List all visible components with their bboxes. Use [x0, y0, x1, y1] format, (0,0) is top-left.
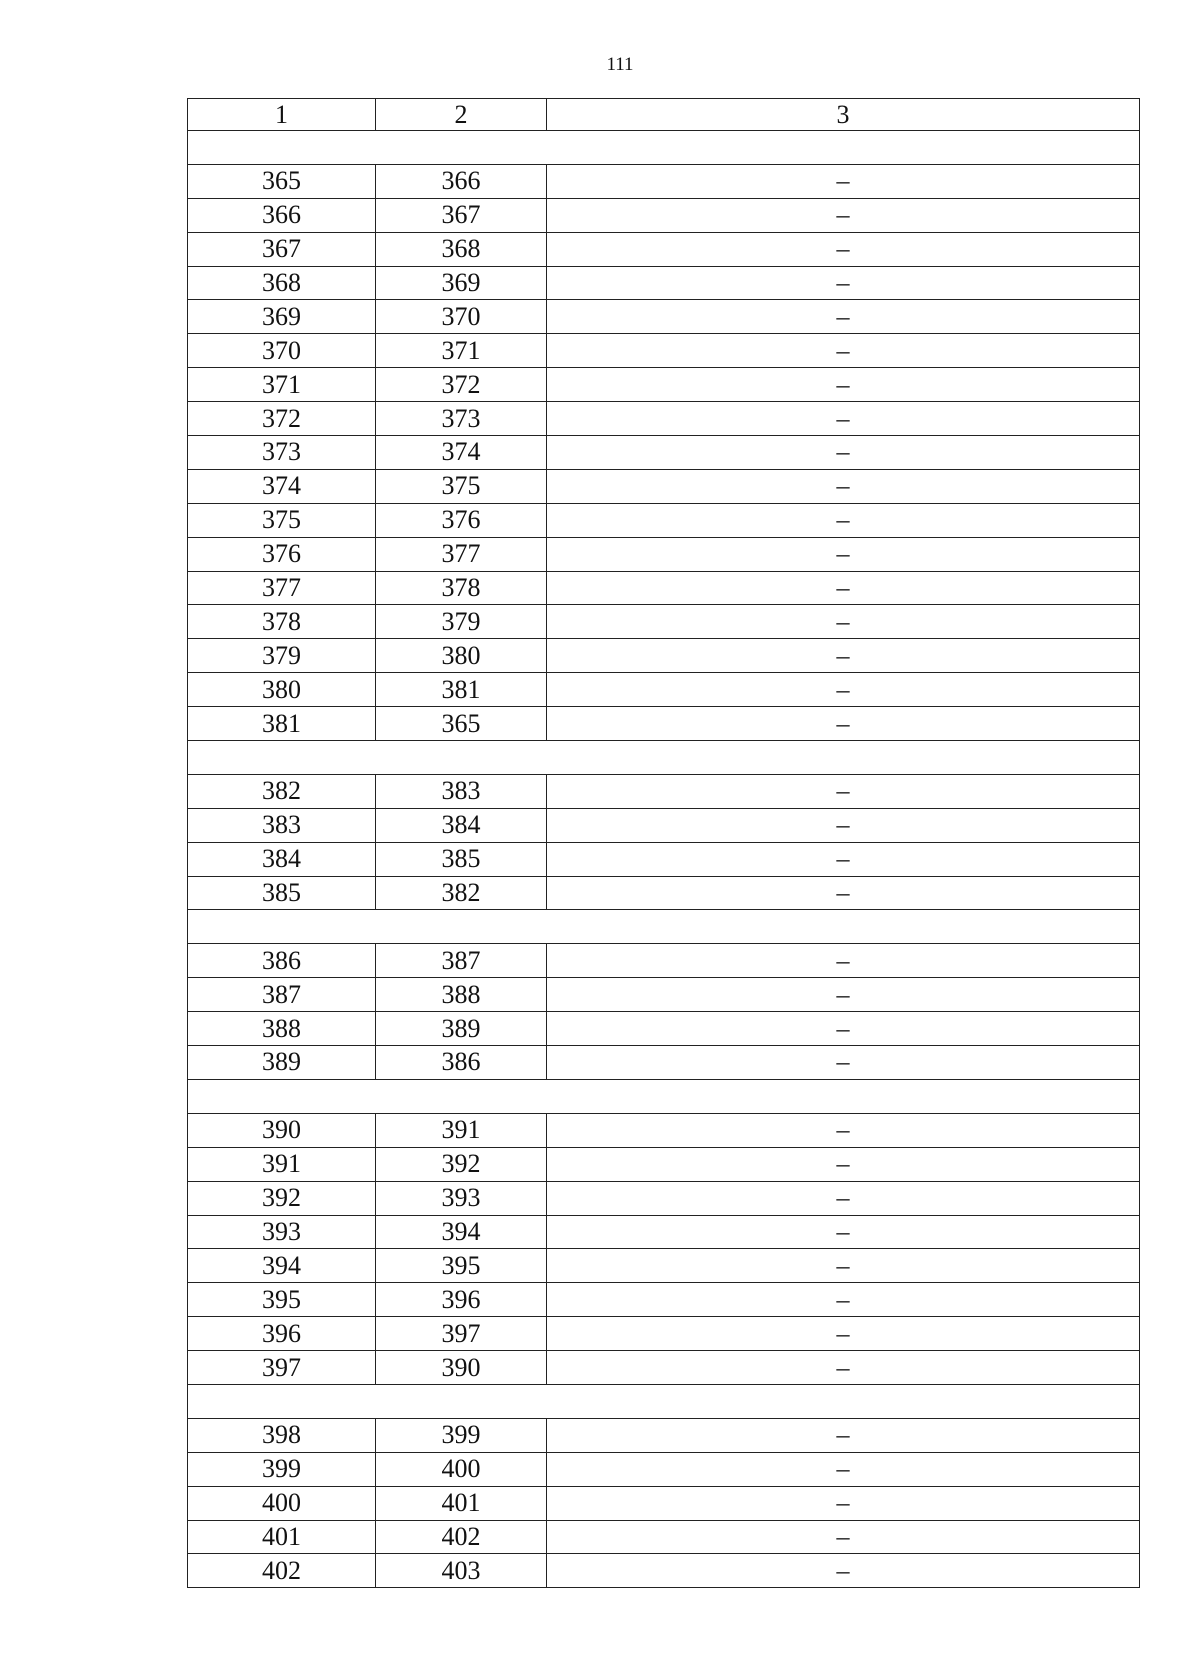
table-cell-col-3: –	[547, 639, 1140, 673]
table-cell-col-2: 390	[376, 1351, 547, 1385]
table-cell-col-3: –	[547, 1418, 1140, 1452]
table-row	[188, 1554, 1140, 1588]
table-cell-col-2: 373	[376, 402, 547, 436]
column-header-1: 1	[188, 99, 376, 131]
table-cell-col-1: 397	[188, 1351, 376, 1385]
page-number: 111	[606, 54, 634, 75]
table-cell-col-1: 380	[188, 673, 376, 707]
section-separator-cell	[188, 1384, 1140, 1418]
table-cell-col-2: 374	[376, 436, 547, 470]
table-cell-col-2: 378	[376, 571, 547, 605]
table-row	[188, 1317, 1140, 1351]
table-cell-col-1: 393	[188, 1215, 376, 1249]
table-cell-col-1: 394	[188, 1249, 376, 1283]
table-cell-col-3: –	[547, 774, 1140, 808]
table-row	[188, 842, 1140, 876]
table-cell-col-1: 373	[188, 436, 376, 470]
table-cell-col-3: –	[547, 673, 1140, 707]
table-cell-col-2: 369	[376, 266, 547, 300]
table-row	[188, 402, 1140, 436]
table-cell-col-1: 386	[188, 944, 376, 978]
table-cell-col-2: 370	[376, 300, 547, 334]
table-cell-col-1: 392	[188, 1181, 376, 1215]
table-cell-col-1: 396	[188, 1317, 376, 1351]
table-cell-col-2: 403	[376, 1554, 547, 1588]
table-cell-col-1: 381	[188, 707, 376, 741]
table-cell-col-1: 399	[188, 1452, 376, 1486]
table-cell-col-3: –	[547, 436, 1140, 470]
table-cell-col-2: 384	[376, 808, 547, 842]
section-separator-row	[188, 1079, 1140, 1113]
table-cell-col-3: –	[547, 1317, 1140, 1351]
table-cell-col-2: 377	[376, 537, 547, 571]
table-row	[188, 368, 1140, 402]
table-cell-col-3: –	[547, 469, 1140, 503]
section-separator-cell	[188, 741, 1140, 775]
table-cell-col-1: 371	[188, 368, 376, 402]
table-row	[188, 198, 1140, 232]
table-cell-col-3: –	[547, 1554, 1140, 1588]
table-cell-col-2: 395	[376, 1249, 547, 1283]
table-cell-col-2: 381	[376, 673, 547, 707]
table-cell-col-3: –	[547, 1283, 1140, 1317]
section-separator-row	[188, 131, 1140, 165]
table-cell-col-3: –	[547, 1181, 1140, 1215]
table-row	[188, 232, 1140, 266]
column-header-3: 3	[547, 99, 1140, 131]
table-cell-col-2: 391	[376, 1113, 547, 1147]
section-separator-cell	[188, 910, 1140, 944]
table-cell-col-2: 396	[376, 1283, 547, 1317]
table-cell-col-2: 394	[376, 1215, 547, 1249]
section-separator-cell	[188, 131, 1140, 165]
header-row	[188, 99, 1140, 131]
table-cell-col-3: –	[547, 198, 1140, 232]
table-row	[188, 639, 1140, 673]
table-cell-col-3: –	[547, 571, 1140, 605]
table-cell-col-2: 397	[376, 1317, 547, 1351]
section-separator-row	[188, 741, 1140, 775]
table-row	[188, 808, 1140, 842]
table-cell-col-3: –	[547, 605, 1140, 639]
table-cell-col-3: –	[547, 978, 1140, 1012]
table-cell-col-2: 366	[376, 164, 547, 198]
table-cell-col-2: 375	[376, 469, 547, 503]
table-cell-col-1: 401	[188, 1520, 376, 1554]
table-cell-col-2: 379	[376, 605, 547, 639]
table-row	[188, 571, 1140, 605]
table-row	[188, 774, 1140, 808]
table-cell-col-1: 388	[188, 1012, 376, 1046]
section-separator-row	[188, 1384, 1140, 1418]
table-cell-col-1: 378	[188, 605, 376, 639]
table-row	[188, 1452, 1140, 1486]
table-cell-col-3: –	[547, 300, 1140, 334]
table-row	[188, 1181, 1140, 1215]
table-cell-col-2: 382	[376, 876, 547, 910]
table-cell-col-1: 395	[188, 1283, 376, 1317]
table-cell-col-2: 402	[376, 1520, 547, 1554]
table-cell-col-2: 385	[376, 842, 547, 876]
table-cell-col-3: –	[547, 1113, 1140, 1147]
table-row	[188, 876, 1140, 910]
table-row	[188, 1283, 1140, 1317]
table-cell-col-2: 367	[376, 198, 547, 232]
table-cell-col-1: 370	[188, 334, 376, 368]
table-cell-col-1: 372	[188, 402, 376, 436]
table-cell-col-1: 387	[188, 978, 376, 1012]
column-header-2: 2	[376, 99, 547, 131]
table-cell-col-3: –	[547, 1351, 1140, 1385]
table-row	[188, 1249, 1140, 1283]
table-row	[188, 1215, 1140, 1249]
table-cell-col-2: 393	[376, 1181, 547, 1215]
table-row	[188, 944, 1140, 978]
table-cell-col-2: 400	[376, 1452, 547, 1486]
table-cell-col-2: 387	[376, 944, 547, 978]
table-cell-col-3: –	[547, 1147, 1140, 1181]
table-cell-col-1: 382	[188, 774, 376, 808]
table-cell-col-1: 400	[188, 1486, 376, 1520]
table-cell-col-1: 383	[188, 808, 376, 842]
table-cell-col-3: –	[547, 368, 1140, 402]
table-row	[188, 266, 1140, 300]
table-cell-col-3: –	[547, 1452, 1140, 1486]
table-row	[188, 605, 1140, 639]
table-cell-col-1: 366	[188, 198, 376, 232]
data-table	[187, 98, 1140, 1588]
table-cell-col-2: 399	[376, 1418, 547, 1452]
table-cell-col-3: –	[547, 1249, 1140, 1283]
table-cell-col-1: 379	[188, 639, 376, 673]
table-cell-col-1: 367	[188, 232, 376, 266]
table-cell-col-3: –	[547, 842, 1140, 876]
table-cell-col-2: 380	[376, 639, 547, 673]
table-cell-col-2: 386	[376, 1046, 547, 1080]
table-row	[188, 300, 1140, 334]
table-row	[188, 1486, 1140, 1520]
table-cell-col-1: 385	[188, 876, 376, 910]
table-cell-col-1: 376	[188, 537, 376, 571]
table-cell-col-2: 372	[376, 368, 547, 402]
table-cell-col-3: –	[547, 232, 1140, 266]
table-cell-col-3: –	[547, 808, 1140, 842]
table-cell-col-1: 377	[188, 571, 376, 605]
table-row	[188, 707, 1140, 741]
table-row	[188, 469, 1140, 503]
table-row	[188, 1113, 1140, 1147]
table-cell-col-3: –	[547, 1012, 1140, 1046]
table-row	[188, 1046, 1140, 1080]
table-cell-col-1: 384	[188, 842, 376, 876]
table-row	[188, 503, 1140, 537]
table-cell-col-2: 383	[376, 774, 547, 808]
table-cell-col-1: 365	[188, 164, 376, 198]
table-row	[188, 1520, 1140, 1554]
table-row	[188, 978, 1140, 1012]
table-cell-col-2: 392	[376, 1147, 547, 1181]
table-cell-col-2: 371	[376, 334, 547, 368]
table-cell-col-1: 369	[188, 300, 376, 334]
table-cell-col-1: 368	[188, 266, 376, 300]
table-cell-col-1: 390	[188, 1113, 376, 1147]
table-cell-col-3: –	[547, 1215, 1140, 1249]
table-row	[188, 673, 1140, 707]
table-cell-col-1: 374	[188, 469, 376, 503]
table-cell-col-2: 365	[376, 707, 547, 741]
table-cell-col-3: –	[547, 266, 1140, 300]
table-row	[188, 1351, 1140, 1385]
table-row	[188, 1418, 1140, 1452]
table-cell-col-1: 402	[188, 1554, 376, 1588]
table-cell-col-3: –	[547, 707, 1140, 741]
table-cell-col-3: –	[547, 503, 1140, 537]
table-row	[188, 164, 1140, 198]
table-cell-col-2: 389	[376, 1012, 547, 1046]
table-cell-col-3: –	[547, 1520, 1140, 1554]
table-cell-col-3: –	[547, 537, 1140, 571]
table-body	[188, 131, 1140, 1588]
table-row	[188, 537, 1140, 571]
table-cell-col-3: –	[547, 334, 1140, 368]
table-cell-col-1: 389	[188, 1046, 376, 1080]
table-cell-col-3: –	[547, 876, 1140, 910]
section-separator-cell	[188, 1079, 1140, 1113]
table-row	[188, 436, 1140, 470]
table-row	[188, 334, 1140, 368]
table-cell-col-3: –	[547, 1486, 1140, 1520]
table-row	[188, 1012, 1140, 1046]
table-cell-col-3: –	[547, 402, 1140, 436]
table-cell-col-1: 398	[188, 1418, 376, 1452]
table-cell-col-3: –	[547, 1046, 1140, 1080]
table-cell-col-2: 388	[376, 978, 547, 1012]
section-separator-row	[188, 910, 1140, 944]
table-cell-col-3: –	[547, 944, 1140, 978]
table-cell-col-2: 401	[376, 1486, 547, 1520]
table-cell-col-2: 368	[376, 232, 547, 266]
table-cell-col-1: 391	[188, 1147, 376, 1181]
table-cell-col-2: 376	[376, 503, 547, 537]
table-row	[188, 1147, 1140, 1181]
table-cell-col-1: 375	[188, 503, 376, 537]
table-cell-col-3: –	[547, 164, 1140, 198]
